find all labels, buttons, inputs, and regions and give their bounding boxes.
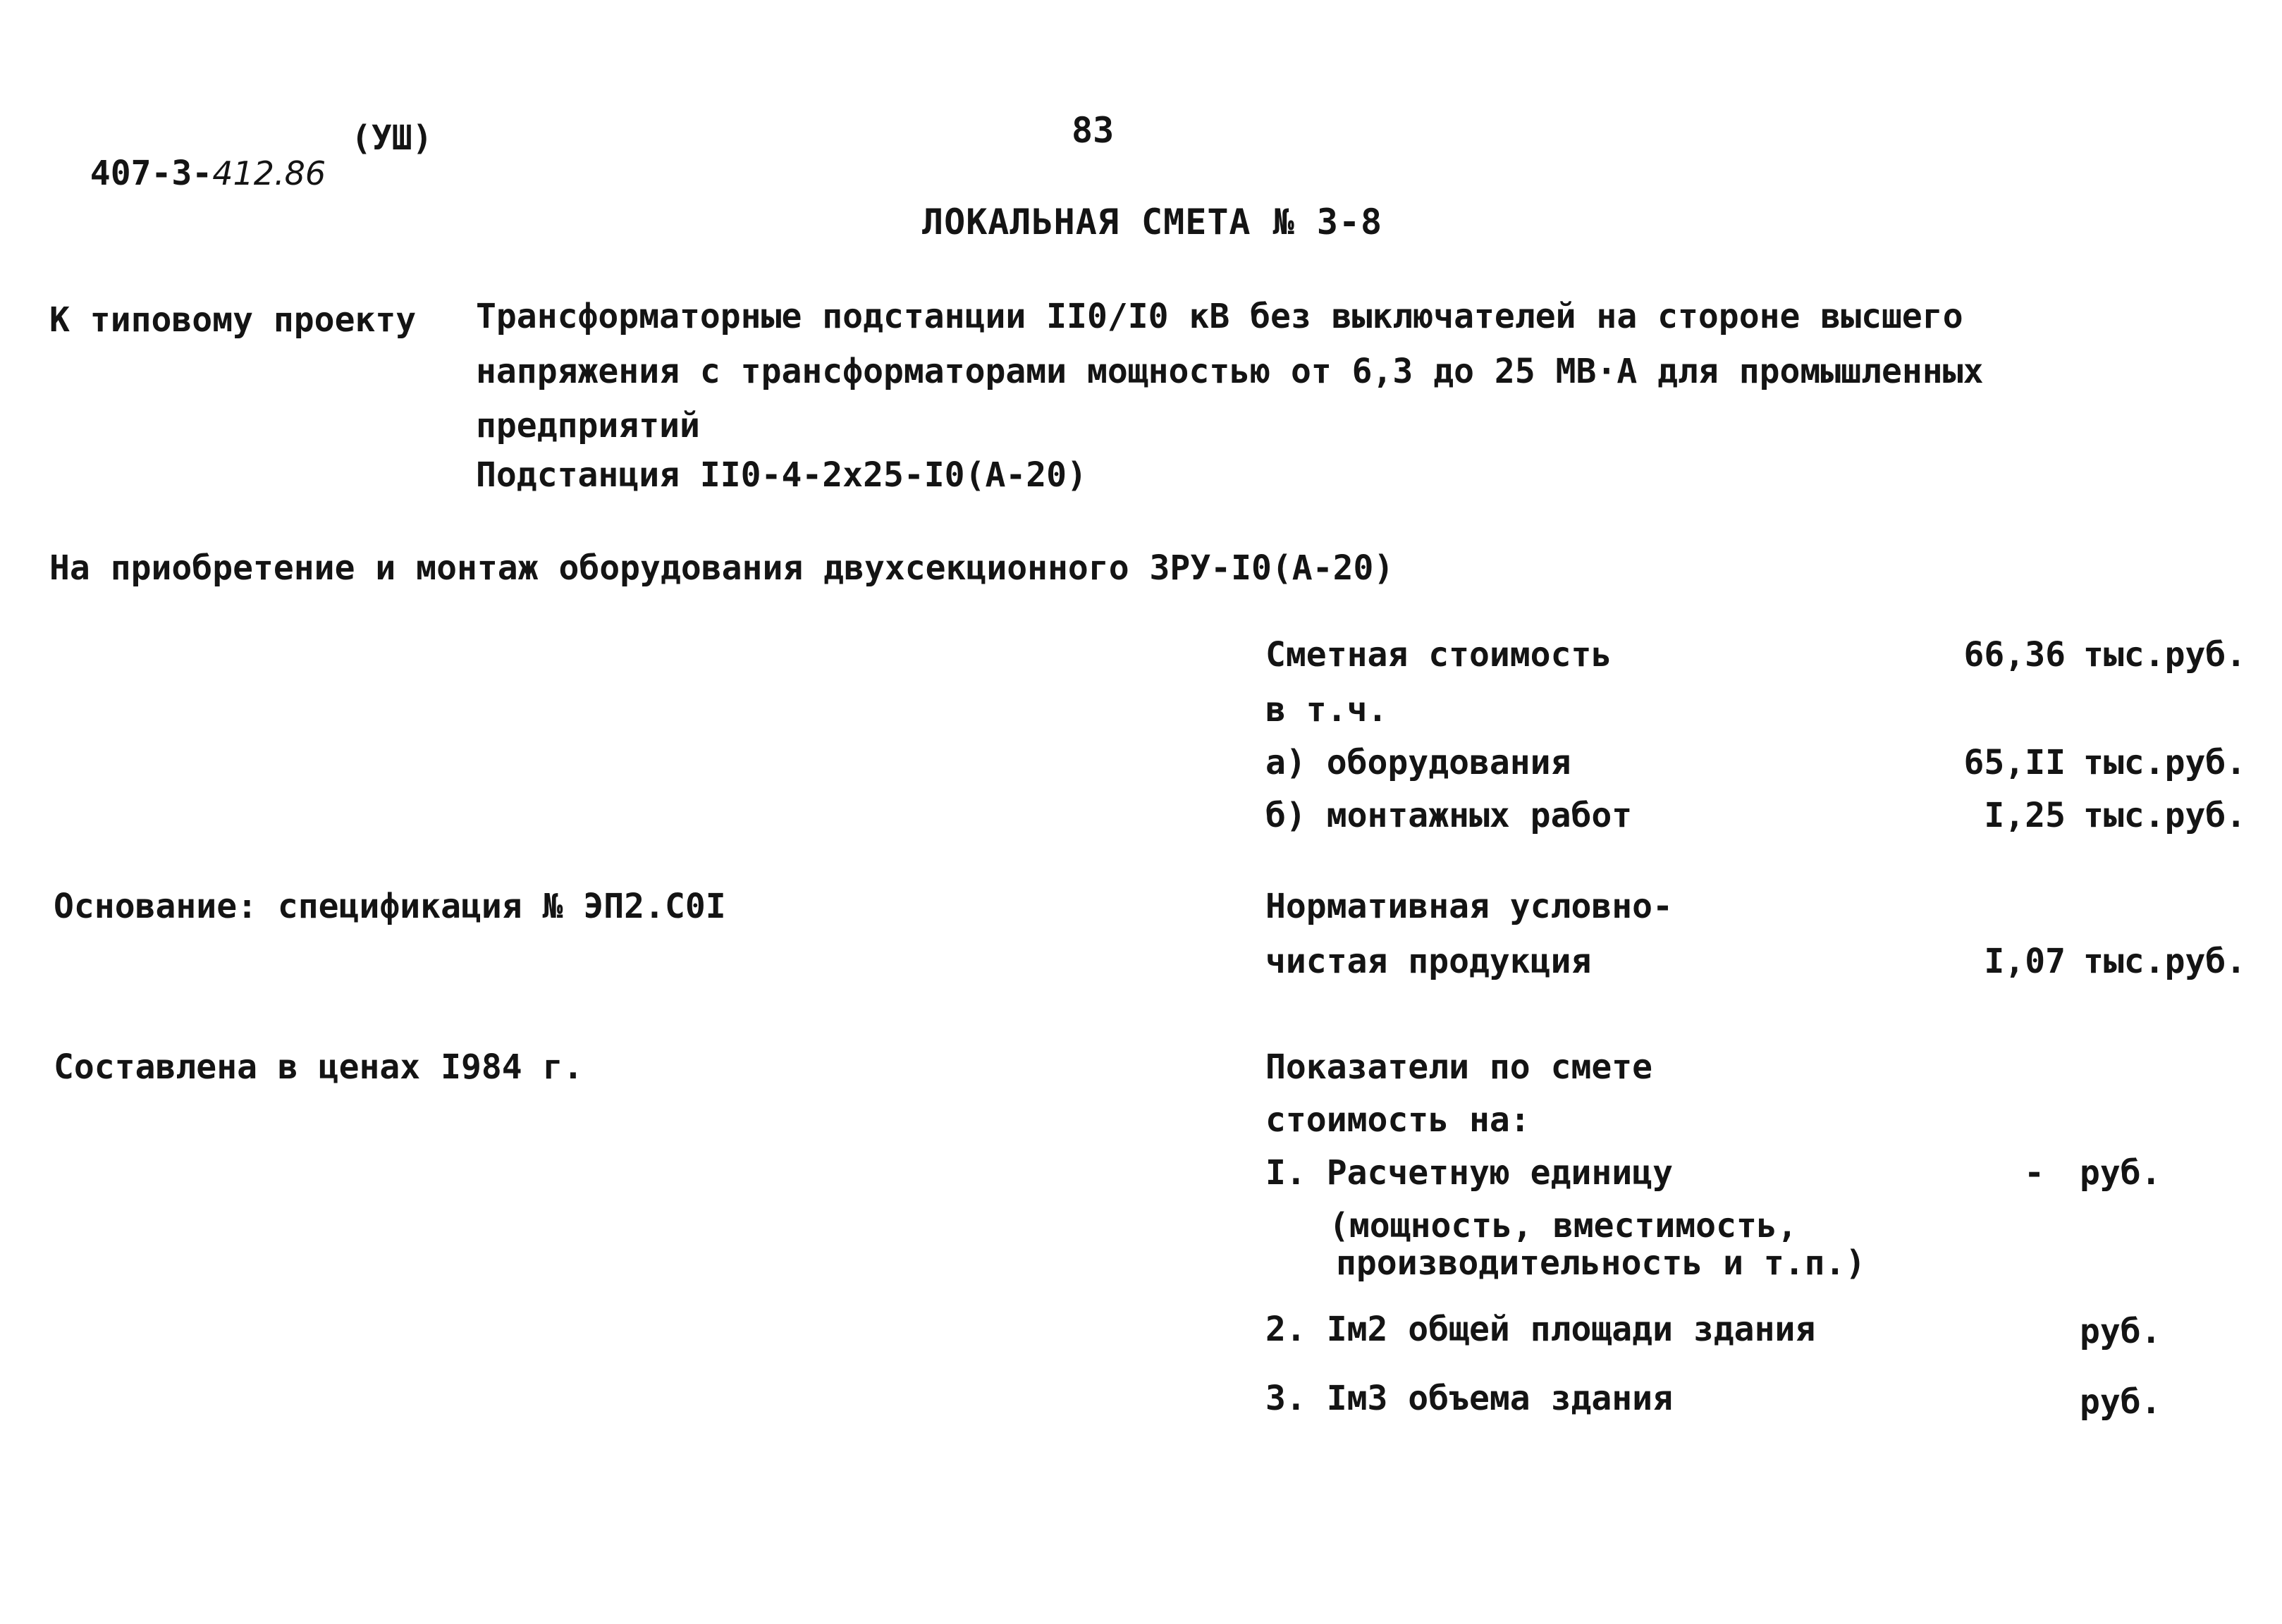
- album-number: (УШ): [351, 118, 433, 158]
- normative-unit: тыс.руб.: [2083, 942, 2247, 981]
- indicator-item-1-value: -: [2024, 1153, 2044, 1193]
- cost-unit: тыс.руб.: [2083, 635, 2247, 675]
- document-code: [49, 123, 326, 193]
- indicator-item-1-label: I. Расчетную единицу: [1265, 1153, 1673, 1193]
- indicator-item-2-label: 2. Iм2 общей площади здания: [1265, 1310, 1816, 1349]
- indicator-item-3-unit: руб.: [2080, 1382, 2161, 1422]
- cost-value: 66,36: [1963, 635, 2066, 675]
- basis-line: Основание: спецификация № ЭП2.С0I: [54, 887, 726, 926]
- indicator-item-2-unit: руб.: [2080, 1312, 2161, 1351]
- project-line-1: Трансформаторные подстанции II0/I0 кВ без выключателей на стороне высшего: [476, 297, 1963, 336]
- installation-unit: тыс.руб.: [2083, 796, 2247, 835]
- equipment-label: а) оборудования: [1265, 743, 1571, 782]
- equipment-value: 65,II: [1963, 743, 2066, 782]
- document-title: ЛОКАЛЬНАЯ СМЕТА № 3-8: [922, 202, 1383, 242]
- equipment-unit: тыс.руб.: [2083, 743, 2247, 782]
- project-line-2: напряжения с трансформаторами мощностью от 6,3 до 25 МВ·А для промышленных: [476, 352, 1984, 391]
- purpose-line: На приобретение и монтаж оборудования двухсекционного ЗРУ-I0(А-20): [49, 548, 1394, 588]
- document-code-prefix: 407-3-: [90, 154, 213, 193]
- normative-line-1: Нормативная условно-: [1265, 887, 1673, 926]
- project-line-3: предприятий: [476, 406, 700, 445]
- indicator-item-3-label: 3. Iм3 объема здания: [1265, 1379, 1673, 1418]
- normative-line-2: чистая продукция: [1265, 942, 1592, 981]
- project-label: К типовому проекту: [49, 300, 417, 340]
- prices-line: Составлена в ценах I984 г.: [54, 1047, 584, 1087]
- cost-including-label: в т.ч.: [1265, 690, 1388, 730]
- installation-label: б) монтажных работ: [1265, 796, 1633, 835]
- indicator-item-1-note-2: производительность и т.п.): [1336, 1243, 1866, 1283]
- document-code-handwritten: 412.86: [212, 154, 326, 192]
- page-number: 83: [1072, 110, 1115, 151]
- indicator-item-1-note-1: (мощность, вместимость,: [1329, 1206, 1798, 1245]
- cost-label: Сметная стоимость: [1265, 635, 1612, 675]
- indicators-heading-1: Показатели по смете: [1265, 1047, 1653, 1087]
- project-line-4: Подстанция II0-4-2x25-I0(А-20): [476, 455, 1087, 495]
- indicators-heading-2: стоимость на:: [1265, 1100, 1530, 1140]
- installation-value: I,25: [1984, 796, 2066, 835]
- normative-value: I,07: [1984, 942, 2066, 981]
- indicator-item-1-unit: руб.: [2080, 1153, 2161, 1193]
